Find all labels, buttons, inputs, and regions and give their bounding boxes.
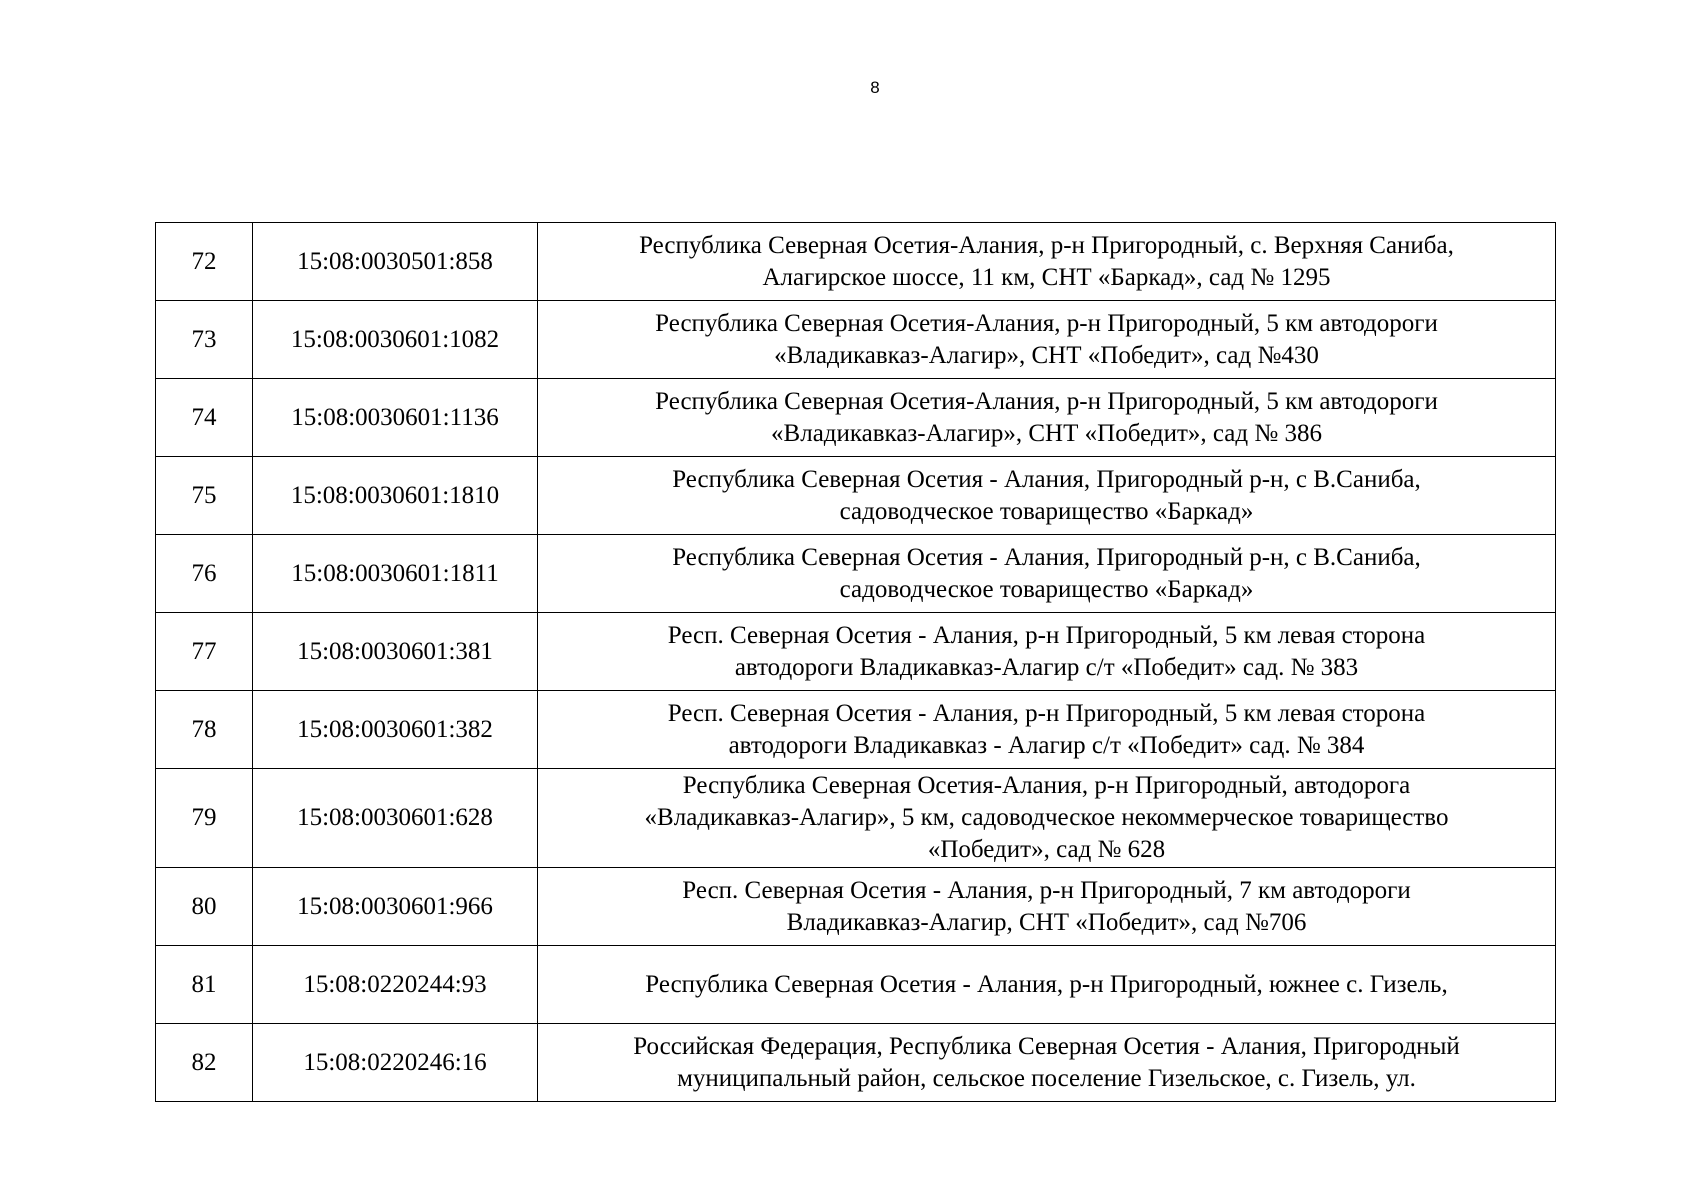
address-line: автодороги Владикавказ-Алагир с/т «Победит» сад. № 383 [734,653,1359,681]
address-line: садоводческое товарищество «Баркад» [839,575,1254,603]
address-line: «Победит», сад № 628 [927,836,1166,863]
row-number-cell: 75 [156,457,253,535]
address-line: Республика Северная Осетия - Алания, р-н Пригородный, южнее с. Гизель, [645,970,1448,998]
address-line: садоводческое товарищество «Баркад» [839,497,1254,525]
row-number-cell: 73 [156,301,253,379]
address-line: Алагирское шоссе, 11 км, СНТ «Баркад», сад № 1295 [762,263,1331,291]
cadastral-number-cell: 15:08:0220244:93 [253,946,538,1024]
row-number-cell: 81 [156,946,253,1024]
table-body [156,223,1556,1102]
row-number-cell: 77 [156,613,253,691]
cadastral-number-cell: 15:08:0030501:858 [253,223,538,301]
address-line: Республика Северная Осетия - Алания, Пригородный р-н, с В.Саниба, [672,543,1421,571]
cadastral-number-cell: 15:08:0220246:16 [253,1024,538,1102]
address-cell [538,379,1556,457]
address-line: Респ. Северная Осетия - Алания, р-н Пригородный, 5 км левая сторона [667,621,1426,649]
address-line: Владикавказ-Алагир, СНТ «Победит», сад №706 [786,908,1307,936]
table-row [156,223,1556,301]
page-number: 8 [870,78,880,97]
table-row [156,535,1556,613]
address-cell [538,946,1556,1024]
address-line: «Владикавказ-Алагир», 5 км, садоводческое некоммерческое товарищество [644,804,1449,831]
address-cell [538,1024,1556,1102]
land-plots-table [155,222,1556,1102]
address-cell [538,457,1556,535]
row-number-cell: 82 [156,1024,253,1102]
address-cell [538,223,1556,301]
table-row [156,379,1556,457]
table-row [156,301,1556,379]
table-row [156,946,1556,1024]
row-number-cell: 79 [156,769,253,868]
address-line: Республика Северная Осетия-Алания, р-н Пригородный, с. Верхняя Саниба, [639,231,1454,259]
cadastral-number-cell: 15:08:0030601:1811 [253,535,538,613]
table-row [156,868,1556,946]
row-number-cell: 78 [156,691,253,769]
address-line: Республика Северная Осетия-Алания, р-н Пригородный, 5 км автодороги [655,387,1438,415]
row-number-cell: 74 [156,379,253,457]
address-line: Республика Северная Осетия-Алания, р-н Пригородный, автодорога [682,772,1411,799]
cadastral-number-cell: 15:08:0030601:1136 [253,379,538,457]
table-row [156,691,1556,769]
address-line: «Владикавказ-Алагир», СНТ «Победит», сад №430 [774,341,1319,369]
table-row [156,613,1556,691]
cadastral-number-cell: 15:08:0030601:382 [253,691,538,769]
address-cell [538,769,1556,868]
address-cell [538,301,1556,379]
table-row [156,457,1556,535]
table-row [156,769,1556,868]
cadastral-number-cell: 15:08:0030601:1082 [253,301,538,379]
address-cell [538,535,1556,613]
address-line: Респ. Северная Осетия - Алания, р-н Пригородный, 7 км автодороги [682,876,1411,904]
row-number-cell: 80 [156,868,253,946]
table-row [156,1024,1556,1102]
address-line: муниципальный район, сельское поселение Гизельское, с. Гизель, ул. [677,1064,1416,1092]
cadastral-number-cell: 15:08:0030601:1810 [253,457,538,535]
address-cell [538,613,1556,691]
cadastral-number-cell: 15:08:0030601:628 [253,769,538,868]
address-line: Российская Федерация, Республика Северная Осетия - Алания, Пригородный [633,1032,1460,1060]
address-cell [538,868,1556,946]
address-line: Респ. Северная Осетия - Алания, р-н Пригородный, 5 км левая сторона [667,699,1426,727]
address-cell [538,691,1556,769]
address-line: Республика Северная Осетия - Алания, Пригородный р-н, с В.Саниба, [672,465,1421,493]
address-line: «Владикавказ-Алагир», СНТ «Победит», сад № 386 [771,419,1322,447]
cadastral-number-cell: 15:08:0030601:966 [253,868,538,946]
address-line: Республика Северная Осетия-Алания, р-н Пригородный, 5 км автодороги [655,309,1438,337]
address-line: автодороги Владикавказ - Алагир с/т «Победит» сад. № 384 [728,731,1365,759]
row-number-cell: 72 [156,223,253,301]
cadastral-number-cell: 15:08:0030601:381 [253,613,538,691]
row-number-cell: 76 [156,535,253,613]
